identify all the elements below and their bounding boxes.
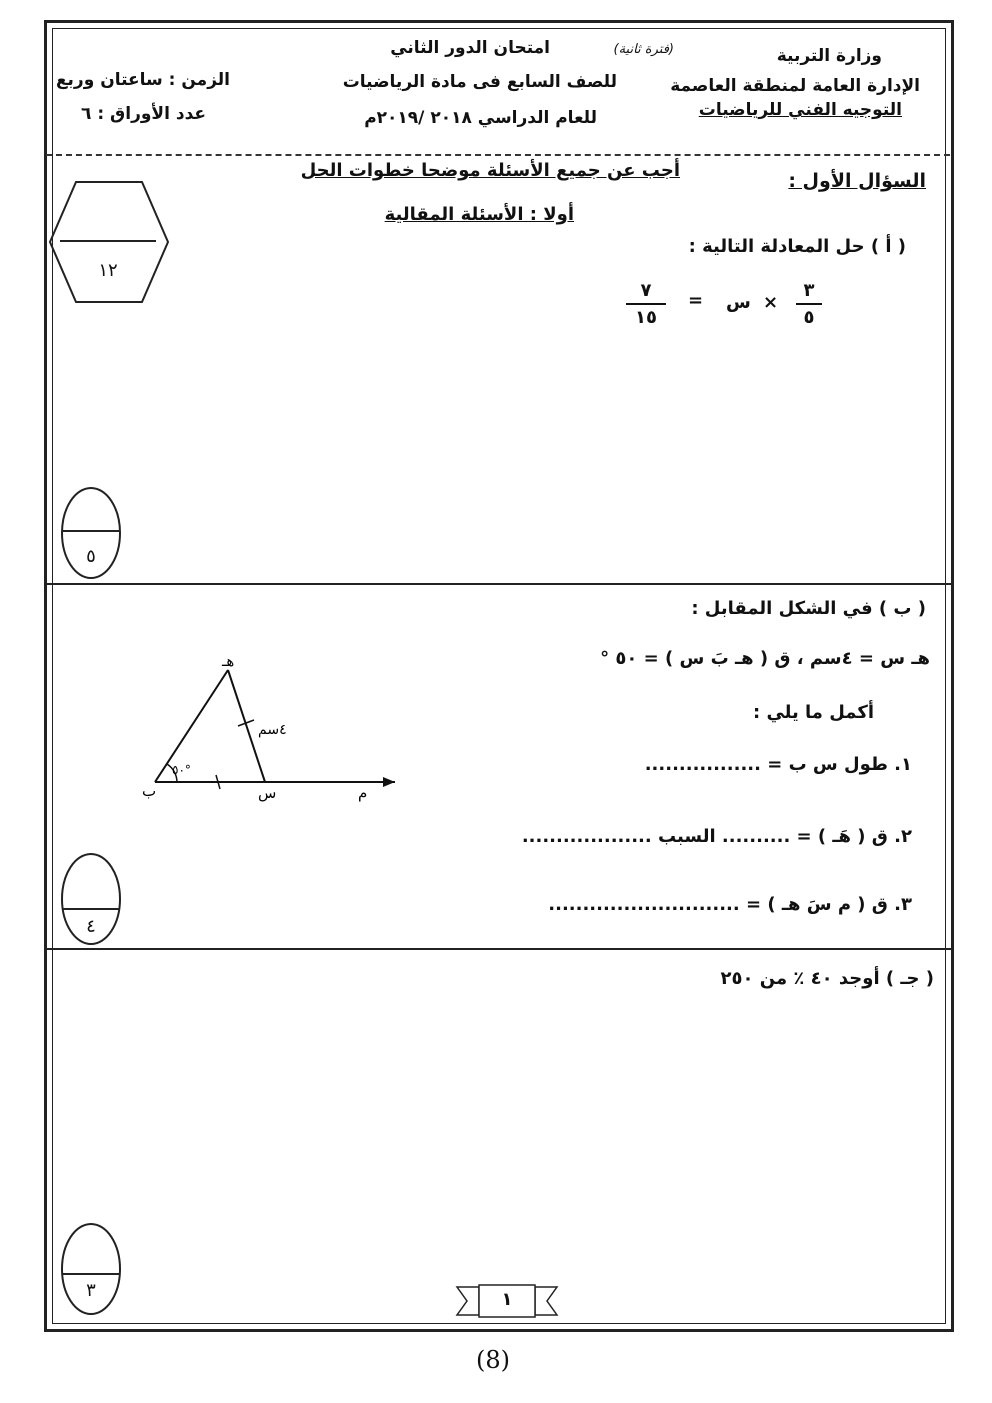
vertex-label-b: ب — [142, 782, 157, 800]
school-year: للعام الدراسي ٢٠١٨ /٢٠١٩م — [364, 108, 597, 128]
part-c-score-box — [60, 1222, 122, 1316]
side-bh — [155, 670, 228, 782]
part-b-item-2: ٢. ق ( هَـ ) = .......... السبب ................... — [521, 826, 912, 847]
grade-subject: للصف السابع فى مادة الرياضيات — [342, 72, 617, 92]
hexagon-shape — [46, 180, 170, 304]
page-number-ribbon — [455, 1283, 559, 1319]
vertex-label-s: س — [258, 784, 277, 802]
fraction-left-bar — [796, 303, 822, 305]
angle-label: ٥٠° — [172, 763, 191, 777]
fraction-right — [626, 280, 666, 328]
exam-title: امتحان الدور الثاني — [390, 38, 550, 58]
fraction-right-numerator: ٧ — [640, 280, 652, 301]
part-a-title: ( أ ) حل المعادلة التالية : — [688, 236, 906, 257]
question-one-title: السؤال الأول : — [788, 170, 926, 192]
fraction-left-denominator: ٥ — [803, 307, 815, 328]
part-c-score-value: ٣ — [86, 1280, 96, 1301]
total-score-box — [46, 180, 170, 304]
fraction-right-denominator: ١٥ — [635, 307, 657, 328]
part-b-title: ( ب ) في الشكل المقابل : — [691, 598, 926, 619]
page-count: عدد الأوراق : ٦ — [81, 104, 206, 124]
part-b-given: هـ س = ٤سم ، ق ( هـ بَ س ) = ٥٠ ° — [600, 648, 930, 669]
ray-label-m: م — [358, 784, 368, 802]
ray-arrowhead — [383, 777, 395, 787]
section-separator-bc — [44, 948, 954, 950]
part-a-score-value: ٥ — [86, 546, 96, 567]
general-instructions: أجب عن جميع الأسئلة موضحا خطوات الحل — [300, 160, 680, 181]
variable-s: س — [726, 292, 751, 313]
supervision-name: التوجيه الفني للرياضيات — [698, 100, 902, 120]
side-length-label: ٤سم — [258, 722, 287, 738]
page-number: ١ — [501, 1289, 513, 1310]
part-b-complete: أكمل ما يلي : — [753, 702, 874, 723]
fraction-left — [796, 280, 822, 328]
fraction-left-numerator: ٣ — [803, 280, 815, 301]
page-total-label: (8) — [476, 1346, 510, 1374]
part-b-score-value: ٤ — [86, 916, 96, 937]
equals-sign: = — [688, 290, 704, 311]
section-separator-ab — [44, 583, 954, 585]
triangle-figure — [140, 650, 410, 810]
total-score-value: ١٢ — [98, 260, 118, 281]
part-b-score-box — [60, 852, 122, 946]
fraction-right-bar — [626, 303, 666, 305]
essay-part-label: أولا : الأسئلة المقالية — [384, 204, 574, 225]
exam-note: (فترة ثانية) — [613, 42, 674, 57]
part-b-item-3: ٣. ق ( م سَ هـ ) = ............................ — [548, 894, 912, 915]
vertex-label-h: هـ — [222, 652, 235, 670]
part-c-title: ( جـ ) أوجد ٤٠ ٪ من ٢٥٠ — [720, 968, 934, 989]
ministry-name: وزارة التربية — [776, 46, 882, 66]
oval-shape — [60, 1222, 122, 1316]
part-a-score-box — [60, 486, 122, 580]
part-b-item-1: ١. طول س ب = ................. — [644, 754, 912, 775]
directorate-name: الإدارة العامة لمنطقة العاصمة — [670, 76, 920, 96]
header-separator — [46, 154, 950, 156]
times-sign: × — [763, 292, 779, 313]
exam-time: الزمن : ساعتان وربع — [55, 70, 230, 90]
